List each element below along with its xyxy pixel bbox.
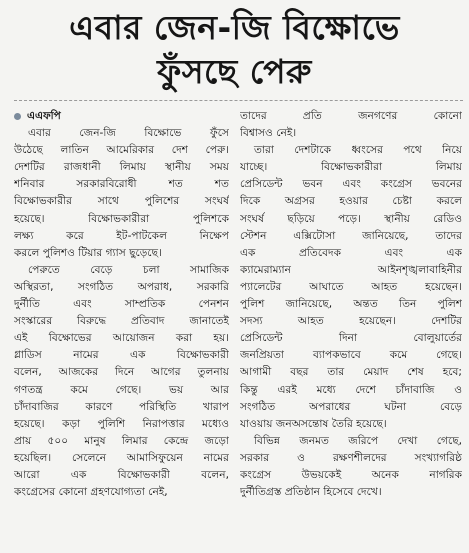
text-line: হয়েছে। বিক্ষোভকারীরা পুলিশকে xyxy=(14,212,229,225)
text-line: চাঁদাবাজির কারণে পরিস্থিতি খারাপ xyxy=(14,400,229,413)
headline-divider xyxy=(14,100,463,101)
text-line: কংগ্রেসের কোনো গ্রহণযোগ্যতা নেই, xyxy=(14,486,168,499)
text-line: দুর্নীতি এবং সাম্প্রতিক পেনশন xyxy=(14,298,229,311)
text-line: এবার জেন-জি বিক্ষোভে ফুঁসে xyxy=(28,127,229,140)
text-line: উঠেছে লাতিন আমেরিকার দেশ পেরু। xyxy=(14,144,229,157)
text-line: কংগ্রেস উভয়কেই অনেক নাগরিক xyxy=(240,468,462,481)
headline-line-2: ফুঁসছে পেরু xyxy=(157,52,312,91)
text-line: সংগঠিত অপরাধের ঘটনা বেড়ে xyxy=(240,400,462,413)
text-line: এই বিক্ষোভের আয়োজন করা হয়। xyxy=(14,332,229,345)
text-line: প্রায় ৫০০ মানুষ লিমার কেন্দ্রে জড়ো xyxy=(14,434,229,447)
text-line: যাওয়ায় জনঅসন্তোষ তৈরি হয়েছে। xyxy=(240,417,387,430)
text-line: স্টেশন এক্সিটোসা জানিয়েছে, তাদের xyxy=(240,229,462,242)
bullet-icon xyxy=(14,113,21,120)
text-line: প্যালেটের আঘাতে আহত হয়েছেন। xyxy=(240,280,462,293)
text-line: বিক্ষোভকারীর সাথে পুলিশের সংঘর্ষ xyxy=(14,195,229,208)
text-line: সরকার ও রক্ষণশীলদের সংখ্যাগরিষ্ঠ xyxy=(240,451,462,464)
headline-line-1: এবার জেন-জি বিক্ষোভে xyxy=(69,8,400,47)
text-line: দিকে অগ্রসর হওয়ার চেষ্টা করলে xyxy=(240,195,462,208)
text-line: করলে পুলিশও টিয়ার গ্যাস ছুড়েছে। xyxy=(14,246,162,259)
text-line: সদস্য আহত হয়েছেন। দেশটির xyxy=(240,315,462,328)
text-line: শনিবার সরকারবিরোধী শত শত xyxy=(14,178,229,191)
text-line: আগামী বছর তার মেয়াদ শেষ হবে; xyxy=(240,366,462,379)
text-line: কিন্তু এরই মধ্যে দেশে চাঁদাবাজি ও xyxy=(240,383,462,396)
text-line: এক প্রতিবেদক এবং এক xyxy=(240,246,462,259)
text-line: প্রেসিডেন্ট দিনা বোলুয়ার্তের xyxy=(240,332,462,345)
text-line: পুলিশ জানিয়েছে, অন্তত তিন পুলিশ xyxy=(240,298,462,311)
text-line: গ্লাডিস নামের এক বিক্ষোভকারী xyxy=(14,349,229,362)
text-line: পেরুতে বেড়ে চলা সামাজিক xyxy=(28,263,229,276)
text-line: অস্থিরতা, সংগঠিত অপরাধ, সরকারি xyxy=(14,280,229,293)
text-line: জনপ্রিয়তা ব্যাপকভাবে কমে গেছে। xyxy=(240,349,462,362)
article-column-left xyxy=(14,108,229,501)
byline xyxy=(14,108,229,125)
text-line: দুর্নীতিগ্রস্ত প্রতিষ্ঠান হিসেবে দেখে। xyxy=(240,486,382,499)
article-body-left xyxy=(14,125,229,501)
headline xyxy=(0,6,469,94)
byline-source: এএফপি xyxy=(27,110,61,122)
text-line: ক্যামেরাম্যান আইনশৃঙ্খলাবাহিনীর xyxy=(240,263,462,276)
text-line: সংঘর্ষ ছড়িয়ে পড়ে। স্থানীয় রেডিও xyxy=(240,212,462,225)
text-line: যাচ্ছে। বিক্ষোভকারীরা লিমায় xyxy=(240,161,462,174)
text-line: তাদের প্রতি জনগণের কোনো xyxy=(240,110,462,122)
text-line: বলেন, আজকের দিনে আগের তুলনায় xyxy=(14,366,229,379)
text-line: হয়েছে। কড়া পুলিশি নিরাপত্তার মধ্যেও xyxy=(14,417,229,430)
text-line: বিভিন্ন জনমত জরিপে দেখা গেছে, xyxy=(254,434,462,447)
text-line: সংস্কারের বিরুদ্ধে প্রতিবাদ জানাতেই xyxy=(14,315,229,328)
text-line: আরো এক বিক্ষোভকারী বলেন, xyxy=(14,468,229,481)
article-column-right xyxy=(240,108,462,501)
text-line: গণতন্ত্র কমে গেছে। ভয় আর xyxy=(14,383,229,396)
article-body-right xyxy=(240,108,462,501)
text-line: প্রেসিডেন্ট ভবন এবং কংগ্রেস ভবনের xyxy=(240,178,462,191)
text-line: লক্ষ্য করে ইট-পাটকেল নিক্ষেপ xyxy=(14,229,229,242)
text-line: হয়েছিল। সেলেনে আমাসিফুয়েন নামের xyxy=(14,451,229,464)
text-line: বিশ্বাসও নেই। xyxy=(240,127,297,140)
text-line: দেশটির রাজধানী লিমায় স্থানীয় সময় xyxy=(14,161,229,174)
text-line: তারা দেশটাকে ধ্বংসের পথে নিয়ে xyxy=(254,144,462,157)
